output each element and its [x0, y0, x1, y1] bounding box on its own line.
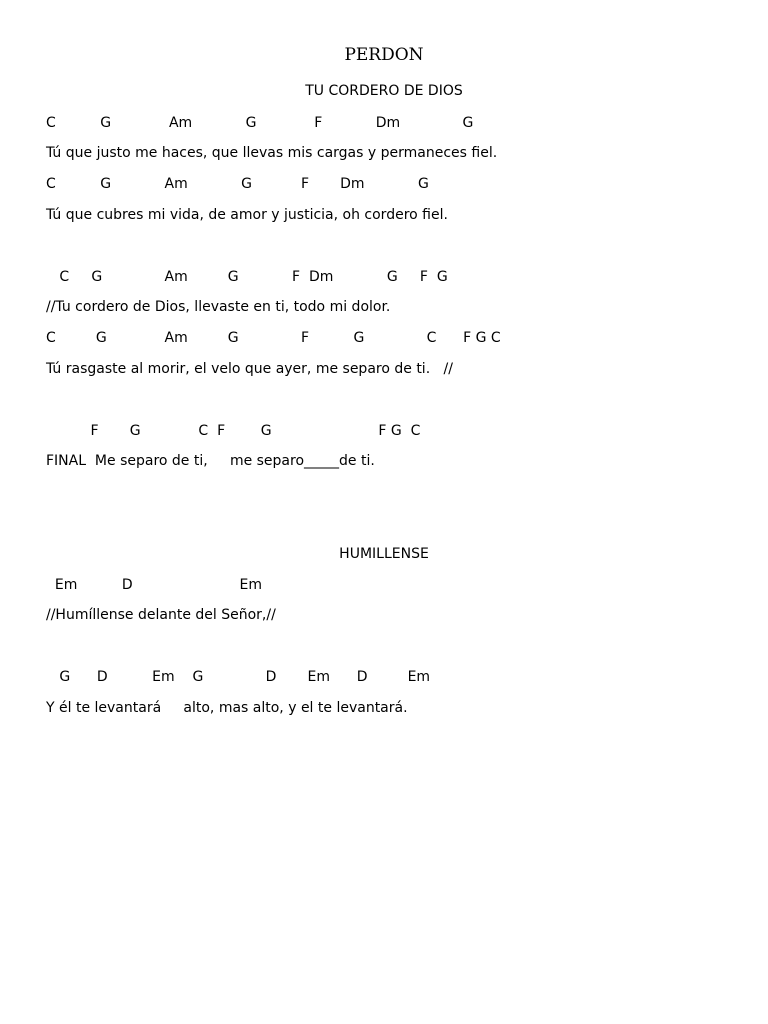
lyric-line: //Tu cordero de Dios, llevaste en ti, todo mi dolor.: [46, 299, 391, 315]
chord-line: C G Am G F Dm G F G: [46, 269, 448, 285]
chord-line: C G Am G F Dm G: [46, 115, 474, 131]
page-title: PERDON: [344, 45, 424, 65]
lyric-line: Y él te levantará alto, mas alto, y el te levantará.: [46, 700, 408, 716]
chord-line: C G Am G F Dm G: [46, 176, 429, 192]
chord-line: F G C F G F G C: [46, 423, 421, 439]
chord-line: Em D Em: [46, 577, 262, 593]
chord-line: C G Am G F G C F G C: [46, 330, 501, 346]
lyric-line: Tú que cubres mi vida, de amor y justicia, oh cordero fiel.: [46, 207, 448, 223]
lyric-line: FINAL Me separo de ti, me separo_____de ti.: [46, 453, 375, 469]
lyric-line: Tú rasgaste al morir, el velo que ayer, me separo de ti. //: [46, 361, 453, 377]
chord-line: G D Em G D Em D Em: [46, 669, 431, 685]
song-heading: TU CORDERO DE DIOS: [305, 83, 463, 99]
song-heading: HUMILLENSE: [339, 546, 429, 562]
lyric-line: Tú que justo me haces, que llevas mis cargas y permaneces fiel.: [46, 145, 498, 161]
lyric-line: //Humíllense delante del Señor,//: [46, 607, 276, 623]
